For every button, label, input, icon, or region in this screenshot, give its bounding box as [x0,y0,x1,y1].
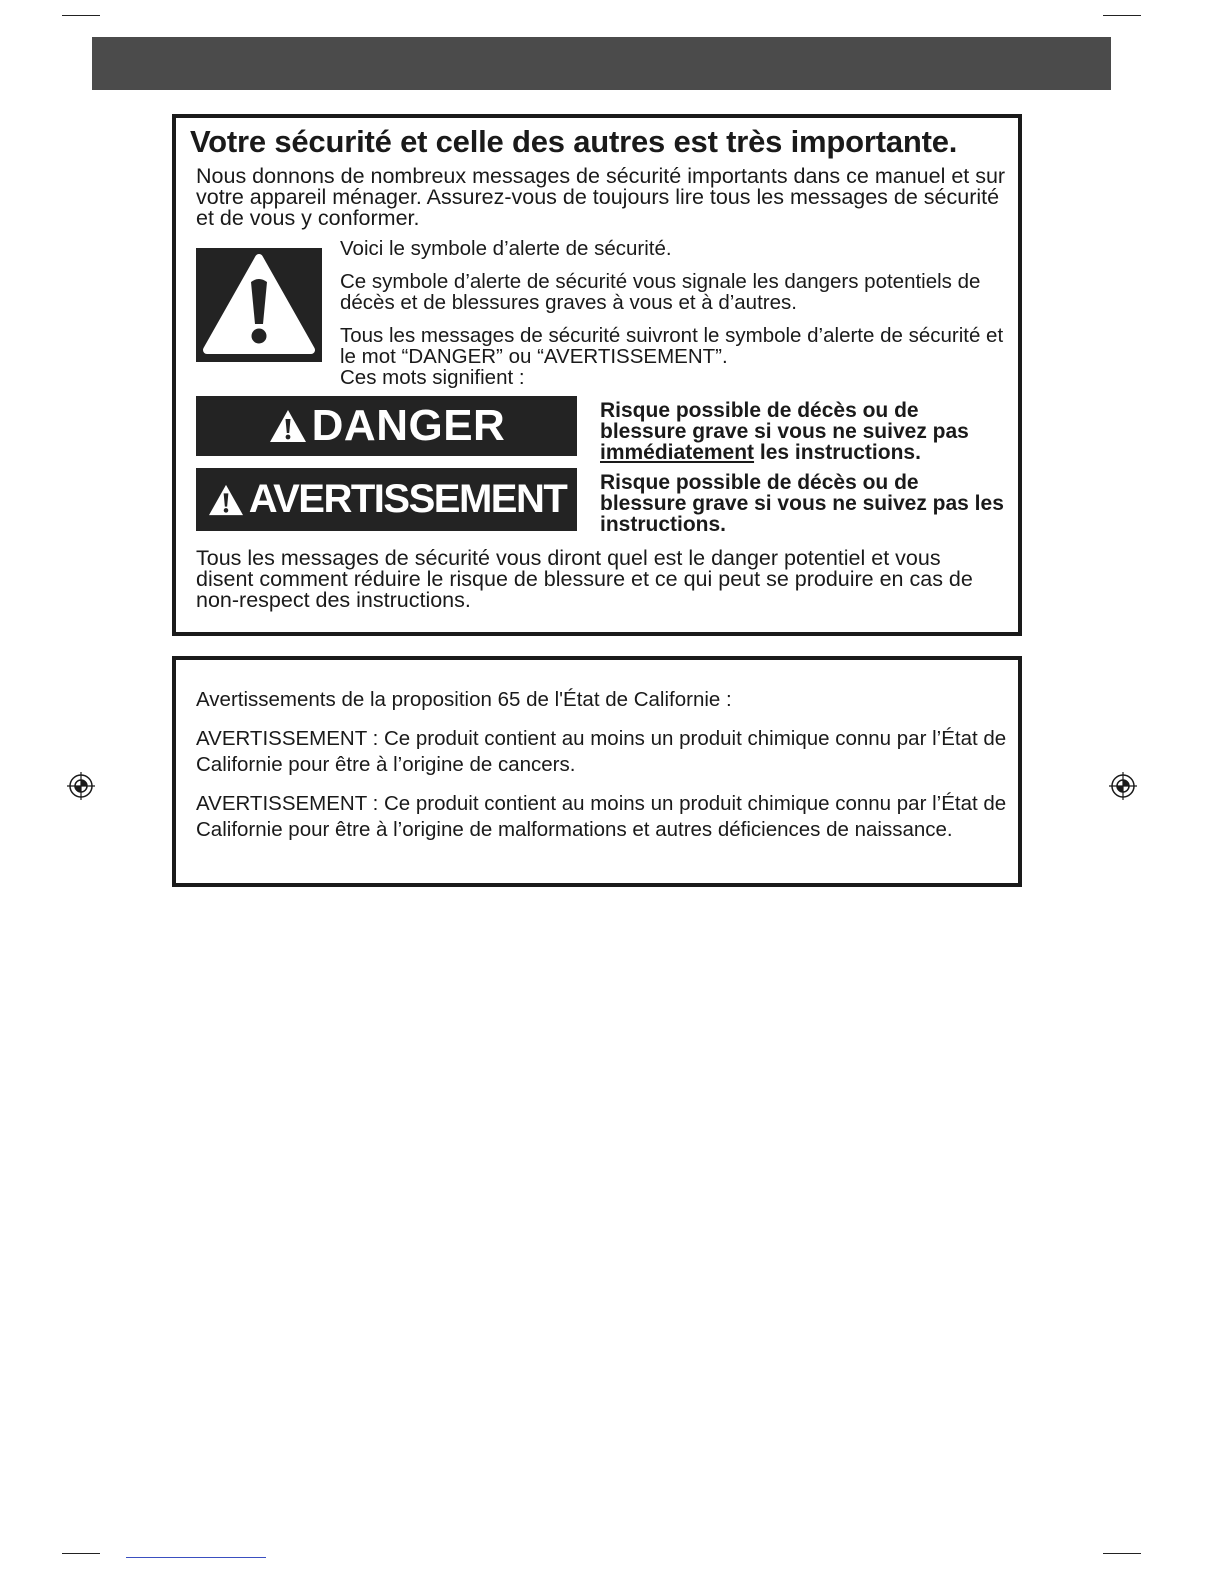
warning-triangle-icon [268,408,308,444]
warning-triangle-icon [207,483,245,517]
safety-title: Votre sécurité et celle des autres est très importante. [190,124,958,159]
danger-definition [600,400,1010,463]
symbol-meaning: Ce symbole d’alerte de sécurité vous signale les dangers potentiels de décès et de blessures graves à vous et à d’autres. [340,270,981,314]
crop-mark [1103,15,1141,16]
section-header-bar [92,37,1111,90]
warning-signal-word [196,468,577,531]
danger-definition-text-end: les instructions. [754,441,921,464]
warning-triangle-icon [196,248,322,362]
warning-label: AVERTISSEMENT [248,477,567,521]
danger-signal-word [196,396,577,456]
words-mean: Ces mots signifient : [340,366,525,389]
safety-alert-symbol [196,248,322,362]
symbol-follow: Tous les messages de sécurité suivront le symbole d’alerte de sécurité et le mot “DANGER” ou “AVERTISSEMENT”. [340,324,1004,368]
crop-mark [126,1557,266,1558]
prop65-birth-defect-warning: AVERTISSEMENT : Ce produit contient au moins un produit chimique connu par l’État de Californie pour être à l’origine de malformations et autres déficiences de naissance. [196,792,1007,841]
registration-mark-icon [66,771,96,801]
prop65-cancer-warning: AVERTISSEMENT : Ce produit contient au moins un produit chimique connu par l’État de Californie pour être à l’origine de cancers. [196,727,1007,776]
safety-intro: Nous donnons de nombreux messages de sécurité importants dans ce manuel et sur votre appareil ménager. Assurez-vous de toujours lire tous les messages de sécurité et de vous y conformer. [196,164,1006,230]
symbol-explanation [340,238,1010,400]
safety-box [172,114,1022,636]
crop-mark [62,15,100,16]
registration-mark-icon [1108,771,1138,801]
safety-outro: Tous les messages de sécurité vous diront quel est le danger potentiel et vous disent comment réduire le risque de blessure et ce qui peut se produire en cas de non-respect des instructions. [196,546,973,612]
danger-definition-emphasis: immédiatement [600,441,755,464]
prop65-box [172,656,1022,887]
danger-definition-text: Risque possible de décès ou de blessure grave si vous ne suivez pas [600,399,969,443]
crop-mark [62,1553,100,1554]
symbol-intro: Voici le symbole d’alerte de sécurité. [340,237,672,260]
warning-definition: Risque possible de décès ou de blessure grave si vous ne suivez pas les instructions. [600,471,1004,536]
prop65-title: Avertissements de la proposition 65 de l'État de Californie : [196,688,732,711]
danger-label: DANGER [311,401,506,450]
crop-mark [1103,1553,1141,1554]
